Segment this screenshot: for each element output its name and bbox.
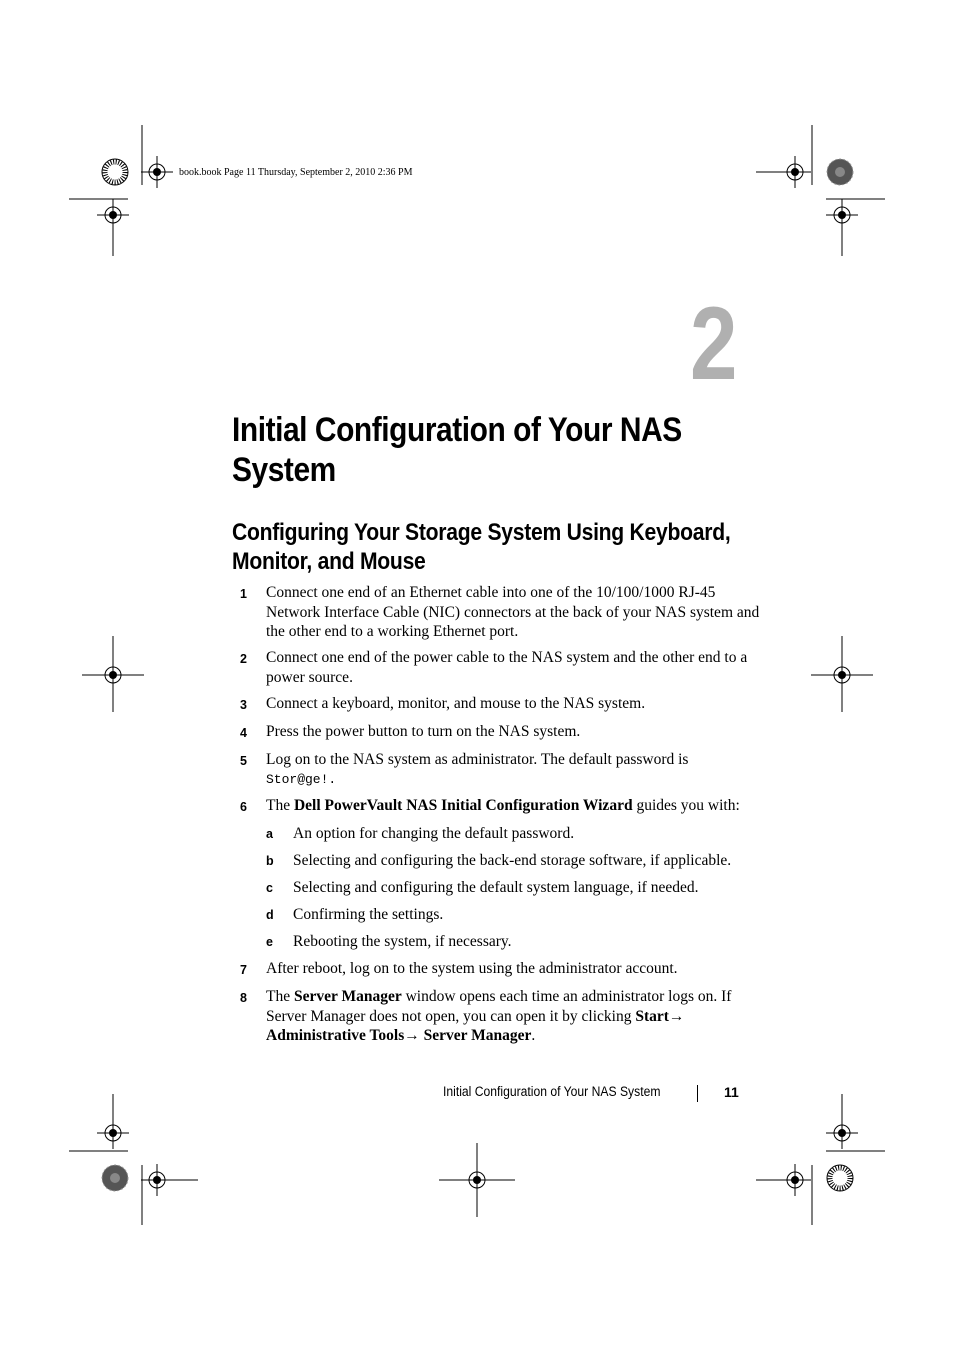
registration-mark-icon bbox=[97, 1117, 129, 1149]
registration-mark-icon bbox=[826, 1117, 858, 1149]
list-item bbox=[240, 959, 760, 981]
list-item bbox=[240, 648, 760, 687]
wizard-name: Dell PowerVault NAS Initial Configuration Wizard bbox=[293, 797, 633, 814]
default-password: Stor@ge!. bbox=[266, 772, 337, 787]
step-text: Press the power button to turn on the NAS system. bbox=[266, 722, 581, 740]
step-text bbox=[266, 796, 740, 818]
section-title: Configuring Your Storage System Using Keyboard, Monitor, and Mouse bbox=[232, 519, 731, 575]
starburst-icon bbox=[827, 1165, 853, 1191]
step-text-post: guides you with: bbox=[636, 797, 740, 814]
substep-text: Selecting and configuring the default system language, if needed. bbox=[293, 879, 699, 896]
starburst-icon bbox=[102, 159, 128, 185]
starburst-icon bbox=[102, 1165, 128, 1191]
registration-mark-icon bbox=[779, 1164, 811, 1196]
list-item bbox=[266, 851, 760, 872]
substep-text: Selecting and configuring the back-end storage software, if applicable. bbox=[293, 852, 732, 869]
server-manager-menu-label: Server Manager bbox=[423, 1027, 532, 1044]
list-item bbox=[266, 824, 760, 845]
substep-letter: d bbox=[266, 908, 274, 922]
step-number: 2 bbox=[240, 652, 247, 666]
step-number: 7 bbox=[240, 963, 247, 977]
substep-letter: e bbox=[266, 935, 273, 949]
step-text-mid: window opens each time an administrator logs on. If Server Manager does not open, you can open it by clicking bbox=[266, 988, 732, 1025]
footer-divider bbox=[697, 1085, 698, 1102]
step-text-pre: The bbox=[266, 988, 291, 1005]
step-text bbox=[266, 987, 760, 1046]
menu-arrow-icon: → bbox=[404, 1027, 420, 1044]
list-item bbox=[240, 722, 760, 744]
list-item bbox=[240, 750, 760, 790]
substep-letter: b bbox=[266, 854, 274, 868]
list-item bbox=[266, 878, 760, 899]
substep-text: An option for changing the default password. bbox=[293, 825, 575, 842]
step-number: 6 bbox=[240, 800, 247, 814]
step-text-end: . bbox=[531, 1027, 536, 1044]
step-number: 5 bbox=[240, 753, 247, 768]
chapter-title: Initial Configuration of Your NAS System bbox=[232, 411, 682, 489]
list-item bbox=[240, 987, 760, 1046]
step-text bbox=[266, 750, 688, 790]
registration-mark-icon bbox=[97, 199, 129, 231]
substep-text: Rebooting the system, if necessary. bbox=[293, 933, 512, 950]
step-number: 8 bbox=[240, 991, 247, 1005]
server-manager-label: Server Manager bbox=[293, 988, 402, 1005]
registration-mark-icon bbox=[141, 1164, 173, 1196]
list-item bbox=[266, 905, 760, 926]
step-text: After reboot, log on to the system using the administrator account. bbox=[266, 960, 678, 977]
list-item bbox=[266, 932, 760, 953]
list-item bbox=[240, 796, 760, 818]
step-text-body: Log on to the NAS system as administrator. The default password is bbox=[266, 750, 689, 768]
step-number: 1 bbox=[240, 587, 247, 601]
step-number: 3 bbox=[240, 697, 247, 712]
step-text-pre: The bbox=[266, 797, 291, 814]
start-menu-label: Start bbox=[635, 1007, 669, 1025]
substep-text: Confirming the settings. bbox=[293, 906, 444, 923]
list-item bbox=[240, 694, 760, 716]
step-text: Connect one end of the power cable to the NAS system and the other end to a power source. bbox=[266, 649, 748, 686]
page-number: 11 bbox=[724, 1084, 739, 1100]
step-text: Connect one end of an Ethernet cable into one of the 10/100/1000 RJ-45 Network Interface Cable (NIC) connectors at the back of your NAS system and the other end to a working Ethernet port. bbox=[266, 584, 760, 640]
registration-mark-icon bbox=[826, 199, 858, 231]
step-number: 4 bbox=[240, 725, 247, 740]
chapter-number: 2 bbox=[690, 286, 738, 402]
registration-mark-icon bbox=[779, 156, 811, 188]
starburst-icon bbox=[827, 159, 853, 185]
step-text: Connect a keyboard, monitor, and mouse to the NAS system. bbox=[266, 694, 646, 712]
registration-mark-icon bbox=[141, 156, 173, 188]
running-footer-title: Initial Configuration of Your NAS System bbox=[443, 1084, 661, 1099]
step-list bbox=[240, 583, 760, 1052]
print-slug: book.book Page 11 Thursday, September 2, 2010 2:36 PM bbox=[179, 167, 413, 178]
list-item bbox=[240, 583, 760, 642]
substep-letter: a bbox=[266, 827, 273, 841]
menu-arrow-icon: → bbox=[668, 1007, 685, 1025]
substep-letter: c bbox=[266, 881, 273, 895]
administrative-tools-label: Administrative Tools bbox=[266, 1027, 405, 1044]
